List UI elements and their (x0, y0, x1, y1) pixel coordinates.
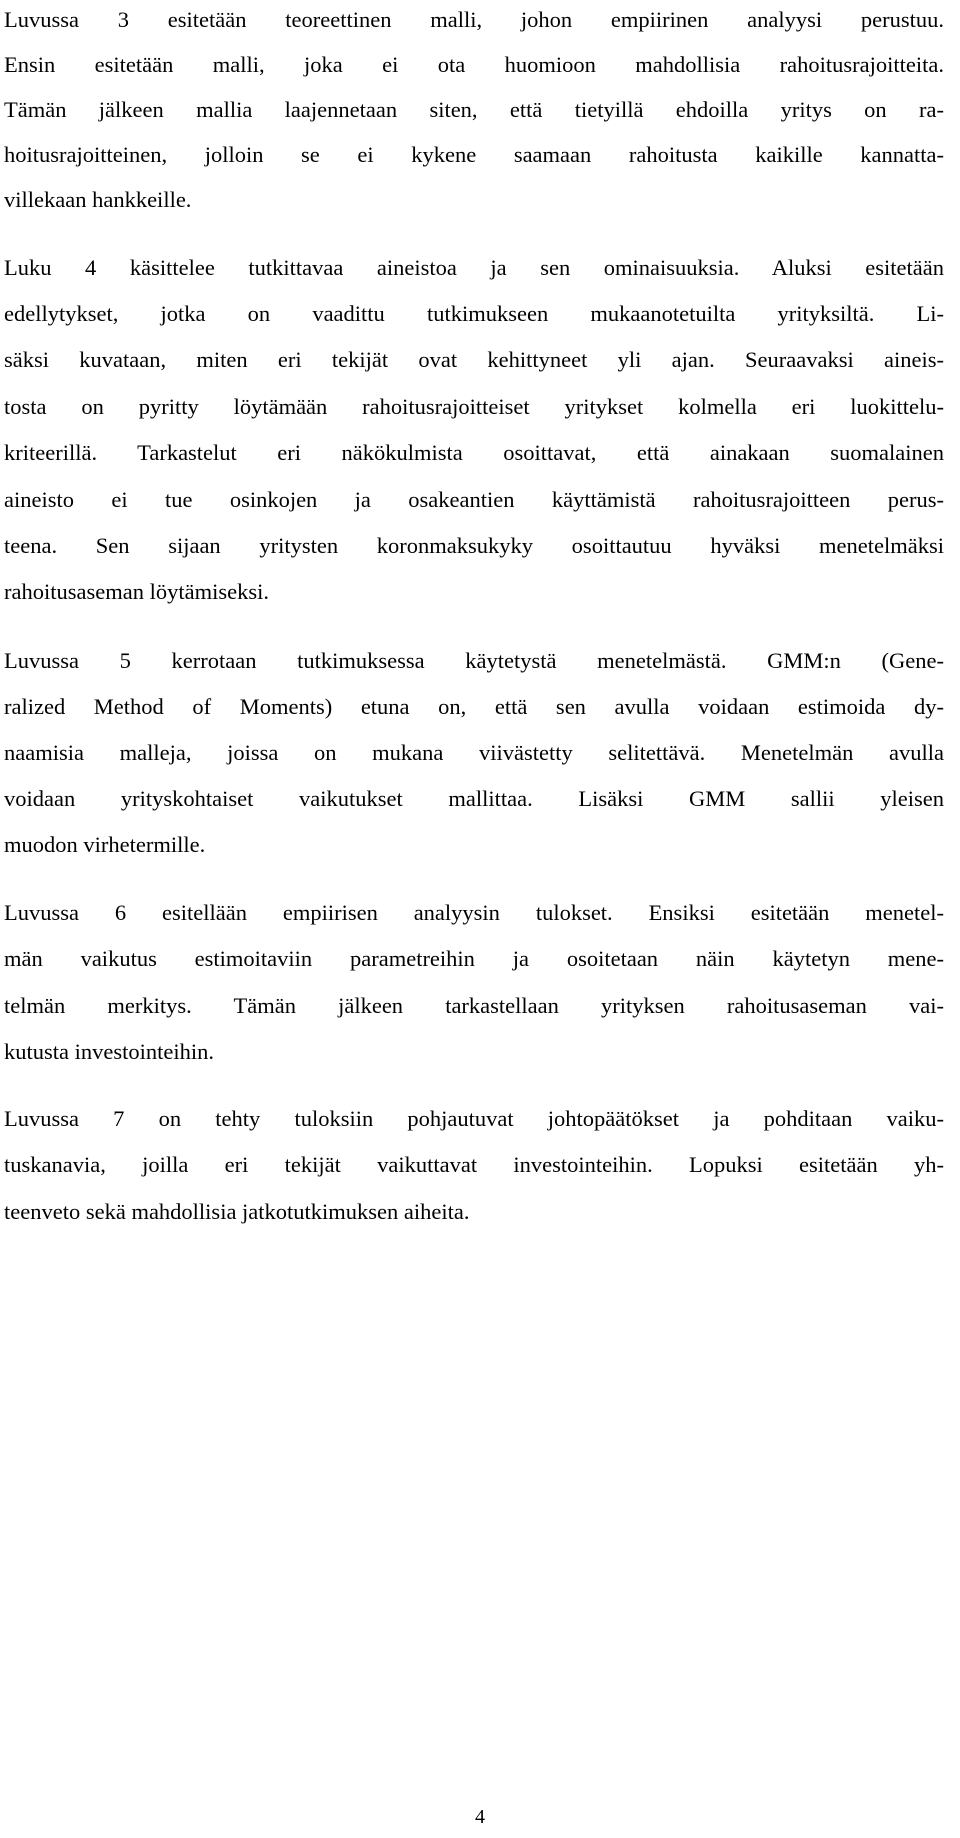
paragraph-line: kriteerillä. Tarkastelut eri näkökulmista osoittavat, että ainakaan suomalainen (4, 440, 944, 465)
paragraph-line: Luvussa 3 esitetään teoreettinen malli, johon empiirinen analyysi perustuu. (4, 7, 944, 32)
paragraph-line: teenveto sekä mahdollisia jatkotutkimuksen aiheita. (4, 1199, 470, 1224)
paragraph-line: teena. Sen sijaan yritysten koronmaksukyky osoittautuu hyväksi menetelmäksi (4, 533, 944, 558)
paragraph-line: män vaikutus estimoitaviin parametreihin ja osoitetaan näin käytetyn mene- (4, 946, 944, 971)
paragraph-line: edellytykset, jotka on vaadittu tutkimukseen mukaanotetuilta yrityksiltä. Li- (4, 301, 944, 326)
paragraph-line: Luku 4 käsittelee tutkittavaa aineistoa ja sen ominaisuuksia. Aluksi esitetään (4, 255, 944, 280)
paragraph-line: kutusta investointeihin. (4, 1039, 214, 1064)
paragraph-line: muodon virhetermille. (4, 832, 206, 857)
paragraph-line: telmän merkitys. Tämän jälkeen tarkastellaan yrityksen rahoitusaseman vai- (4, 993, 944, 1018)
paragraph-line: rahoitusaseman löytämiseksi. (4, 579, 269, 604)
paragraph-line: ralized Method of Moments) etuna on, että sen avulla voidaan estimoida dy- (4, 694, 944, 719)
paragraph-line: voidaan yrityskohtaiset vaikutukset mallittaa. Lisäksi GMM sallii yleisen (4, 786, 944, 811)
paragraph-line: hoitusrajoitteinen, jolloin se ei kykene saamaan rahoitusta kaikille kannatta- (4, 142, 944, 167)
paragraph-line: aineisto ei tue osinkojen ja osakeantien käyttämistä rahoitusrajoitteen perus- (4, 487, 944, 512)
paragraph-line: naamisia malleja, joissa on mukana viivästetty selitettävä. Menetelmän avulla (4, 740, 944, 765)
page-number: 4 (475, 1806, 485, 1828)
paragraph-line: tuskanavia, joilla eri tekijät vaikuttavat investointeihin. Lopuksi esitetään yh- (4, 1152, 944, 1177)
paragraph-line: säksi kuvataan, miten eri tekijät ovat kehittyneet yli ajan. Seuraavaksi aineis- (4, 347, 944, 372)
paragraph-line: villekaan hankkeille. (4, 187, 192, 212)
paragraph-line: Ensin esitetään malli, joka ei ota huomioon mahdollisia rahoitusrajoitteita. (4, 52, 944, 77)
paragraph-line: Luvussa 6 esitellään empiirisen analyysin tulokset. Ensiksi esitetään menetel- (4, 900, 944, 925)
paragraph-line: Luvussa 5 kerrotaan tutkimuksessa käytetystä menetelmästä. GMM:n (Gene- (4, 648, 944, 673)
paragraph-line: tosta on pyritty löytämään rahoitusrajoitteiset yritykset kolmella eri luokittelu- (4, 394, 944, 419)
paragraph-line: Tämän jälkeen mallia laajennetaan siten, että tietyillä ehdoilla yritys on ra- (4, 97, 944, 122)
paragraph-line: Luvussa 7 on tehty tuloksiin pohjautuvat johtopäätökset ja pohditaan vaiku- (4, 1106, 944, 1131)
